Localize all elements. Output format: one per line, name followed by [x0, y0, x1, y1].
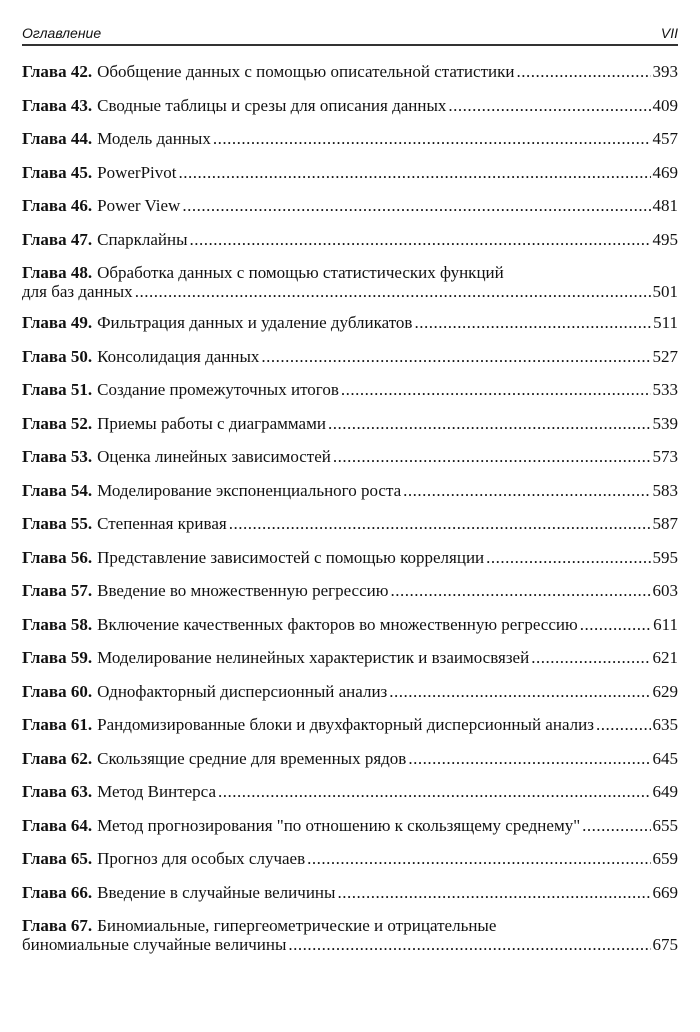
- chapter-title: Введение во множественную регрессию: [97, 581, 389, 600]
- chapter-page: 603: [652, 581, 678, 600]
- chapter-page: 533: [652, 380, 678, 399]
- leader-dots: [341, 380, 651, 399]
- leader-dots: [596, 715, 651, 734]
- leader-dots: [288, 935, 650, 954]
- chapter-page: 635: [652, 715, 678, 734]
- chapter-page: 527: [652, 346, 678, 366]
- chapter-label: Глава 57.: [22, 581, 93, 600]
- leader-dots: [213, 129, 651, 148]
- toc-entry[interactable]: [22, 648, 678, 682]
- toc-entry[interactable]: [22, 816, 678, 850]
- chapter-title: Консолидация данных: [97, 346, 260, 366]
- chapter-page: 583: [652, 480, 678, 500]
- chapter-page: 659: [652, 849, 678, 868]
- leader-dots: [218, 782, 651, 801]
- leader-dots: [580, 615, 651, 634]
- leader-dots: [448, 96, 650, 115]
- chapter-label: Глава 48.: [22, 263, 93, 282]
- toc-entry[interactable]: [22, 230, 678, 264]
- chapter-title-cont: для баз данных: [22, 282, 133, 301]
- chapter-title: PowerPivot: [97, 162, 177, 182]
- leader-dots: [229, 514, 651, 533]
- chapter-page: 595: [652, 547, 678, 567]
- chapter-page: 495: [652, 229, 678, 249]
- toc-entry[interactable]: [22, 163, 678, 197]
- chapter-page: 655: [652, 815, 678, 835]
- chapter-label: Глава 51.: [22, 380, 93, 399]
- chapter-label: Глава 59.: [22, 648, 93, 667]
- chapter-page: 675: [652, 935, 678, 954]
- toc-entry[interactable]: [22, 916, 678, 966]
- chapter-label: Глава 56.: [22, 547, 93, 567]
- chapter-page: 469: [652, 162, 678, 182]
- chapter-page: 393: [652, 62, 678, 81]
- toc-entry[interactable]: [22, 313, 678, 347]
- chapter-title-cont: биномиальные случайные величины: [22, 935, 287, 954]
- chapter-label: Глава 49.: [22, 313, 93, 332]
- chapter-title: Рандомизированные блоки и двухфакторный дисперсионный анализ: [97, 715, 594, 734]
- chapter-label: Глава 65.: [22, 849, 93, 868]
- chapter-page: 409: [652, 95, 678, 115]
- leader-dots: [414, 313, 651, 332]
- leader-dots: [261, 347, 650, 366]
- chapter-page: 481: [652, 196, 678, 215]
- leader-dots: [390, 581, 650, 600]
- leader-dots: [403, 481, 650, 500]
- leader-dots: [516, 62, 650, 81]
- chapter-title: Введение в случайные величины: [97, 882, 336, 902]
- leader-dots: [190, 230, 651, 249]
- chapter-title: Моделирование нелинейных характеристик и взаимосвязей: [97, 648, 530, 667]
- chapter-label: Глава 50.: [22, 346, 93, 366]
- chapter-title: Power View: [97, 196, 181, 215]
- leader-dots: [307, 849, 650, 868]
- chapter-page: 629: [652, 681, 678, 701]
- toc-entry[interactable]: [22, 682, 678, 716]
- toc-entry[interactable]: [22, 196, 678, 230]
- chapter-title: Степенная кривая: [97, 514, 227, 533]
- toc-entry[interactable]: [22, 447, 678, 481]
- chapter-page: 669: [652, 882, 678, 902]
- chapter-label: Глава 47.: [22, 229, 93, 249]
- leader-dots: [486, 548, 650, 567]
- chapter-title: Прогноз для особых случаев: [97, 849, 306, 868]
- chapter-title: Фильтрация данных и удаление дубликатов: [97, 313, 413, 332]
- chapter-page: 539: [652, 413, 678, 433]
- chapter-title: Включение качественных факторов во множественную регрессию: [97, 614, 578, 634]
- toc-entry[interactable]: [22, 481, 678, 515]
- chapter-page: 511: [653, 313, 678, 332]
- chapter-page: 645: [652, 748, 678, 768]
- toc-entry[interactable]: [22, 715, 678, 749]
- chapter-label: Глава 54.: [22, 480, 93, 500]
- toc-entry[interactable]: [22, 749, 678, 783]
- chapter-title: Однофакторный дисперсионный анализ: [97, 681, 388, 701]
- chapter-title: Приемы работы с диаграммами: [97, 413, 326, 433]
- toc-entry[interactable]: [22, 414, 678, 448]
- table-of-contents: [22, 62, 678, 966]
- toc-entry[interactable]: [22, 883, 678, 917]
- toc-entry[interactable]: [22, 615, 678, 649]
- chapter-page: 611: [653, 614, 678, 634]
- chapter-label: Глава 64.: [22, 815, 93, 835]
- leader-dots: [182, 196, 650, 215]
- chapter-label: Глава 61.: [22, 715, 93, 734]
- chapter-page: 649: [652, 782, 678, 801]
- chapter-label: Глава 45.: [22, 162, 93, 182]
- chapter-label: Глава 60.: [22, 681, 93, 701]
- chapter-title: Обработка данных с помощью статистических функций: [97, 263, 504, 282]
- toc-entry[interactable]: [22, 380, 678, 414]
- toc-entry[interactable]: [22, 129, 678, 163]
- chapter-label: Глава 43.: [22, 95, 93, 115]
- leader-dots: [582, 816, 650, 835]
- chapter-title: Моделирование экспоненциального роста: [97, 480, 402, 500]
- chapter-title: Создание промежуточных итогов: [97, 380, 339, 399]
- chapter-label: Глава 58.: [22, 614, 93, 634]
- chapter-label: Глава 42.: [22, 62, 93, 81]
- chapter-label: Глава 46.: [22, 196, 93, 215]
- toc-entry[interactable]: [22, 96, 678, 130]
- chapter-title: Метод Винтерса: [97, 782, 216, 801]
- toc-entry[interactable]: [22, 62, 678, 96]
- chapter-title: Скользящие средние для временных рядов: [97, 748, 407, 768]
- chapter-label: Глава 62.: [22, 748, 93, 768]
- chapter-title: Биномиальные, гипергеометрические и отрицательные: [97, 916, 497, 935]
- leader-dots: [333, 447, 651, 466]
- leader-dots: [135, 282, 651, 301]
- leader-dots: [408, 749, 650, 768]
- chapter-label: Глава 53.: [22, 447, 93, 466]
- chapter-label: Глава 55.: [22, 514, 93, 533]
- toc-entry[interactable]: [22, 849, 678, 883]
- chapter-page: 621: [652, 648, 678, 667]
- toc-entry[interactable]: [22, 347, 678, 381]
- toc-entry[interactable]: [22, 548, 678, 582]
- chapter-label: Глава 63.: [22, 782, 93, 801]
- chapter-title: Представление зависимостей с помощью корреляции: [97, 547, 485, 567]
- chapter-title: Спарклайны: [97, 229, 188, 249]
- toc-entry[interactable]: [22, 514, 678, 548]
- chapter-page: 573: [652, 447, 678, 466]
- leader-dots: [337, 883, 650, 902]
- chapter-title: Метод прогнозирования "по отношению к скользящему среднему": [97, 815, 581, 835]
- toc-entry[interactable]: [22, 263, 678, 313]
- chapter-title: Модель данных: [97, 129, 211, 148]
- chapter-label: Глава 52.: [22, 413, 93, 433]
- chapter-title: Оценка линейных зависимостей: [97, 447, 331, 466]
- chapter-title: Сводные таблицы и срезы для описания данных: [97, 95, 447, 115]
- leader-dots: [531, 648, 650, 667]
- toc-entry[interactable]: [22, 782, 678, 816]
- toc-entry[interactable]: [22, 581, 678, 615]
- chapter-label: Глава 44.: [22, 129, 93, 148]
- chapter-title: Обобщение данных с помощью описательной статистики: [97, 62, 515, 81]
- leader-dots: [328, 414, 651, 433]
- running-header: [22, 24, 678, 46]
- section-title: Оглавление: [22, 25, 102, 41]
- page-number: VII: [660, 25, 678, 41]
- chapter-label: Глава 66.: [22, 882, 93, 902]
- leader-dots: [389, 682, 650, 701]
- chapter-page: 587: [652, 514, 678, 533]
- chapter-page: 457: [652, 129, 678, 148]
- chapter-page: 501: [652, 282, 678, 301]
- chapter-label: Глава 67.: [22, 916, 93, 935]
- leader-dots: [178, 163, 650, 182]
